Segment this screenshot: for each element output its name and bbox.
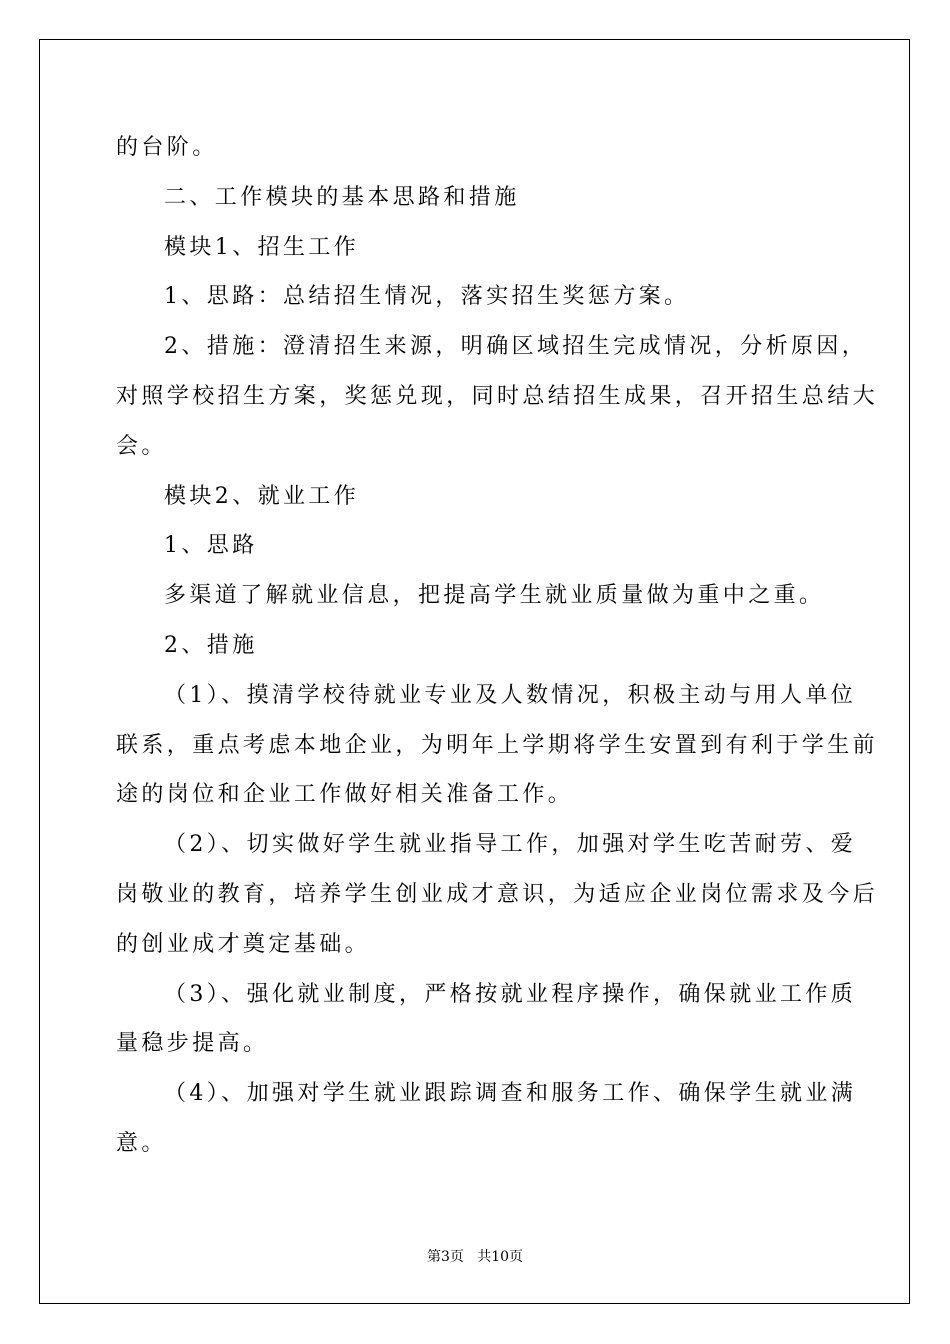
paragraph-line: （2）、切实做好学生就业指导工作，加强对学生吃苦耐劳、爱	[164, 832, 857, 858]
paragraph-line: 途的岗位和企业工作做好相关准备工作。	[116, 782, 574, 808]
paragraph-line: 二、工作模块的基本思路和措施	[164, 184, 520, 210]
paragraph-line: 联系，重点考虑本地企业，为明年上学期将学生安置到有利于学生前	[116, 732, 879, 758]
paragraph-line: 对照学校招生方案，奖惩兑现，同时总结招生成果，召开招生总结大	[116, 384, 879, 409]
paragraph-line: 的台阶。	[116, 135, 218, 160]
paragraph-line: 量稳步提高。	[116, 1031, 269, 1057]
paragraph-line: （1）、摸清学校待就业专业及人数情况，积极主动与用人单位	[164, 682, 857, 708]
paragraph-line: 模块2、就业工作	[164, 483, 360, 509]
paragraph-line: 会。	[116, 433, 167, 459]
page-footer	[0, 1247, 950, 1267]
paragraph-line: 1、思路：总结招生情况，落实招生奖惩方案。	[164, 284, 690, 310]
page-number: 第3页 共10页	[426, 1249, 524, 1265]
paragraph-line: 模块1、招生工作	[164, 234, 360, 260]
paragraph-line: 1、思路	[164, 533, 258, 559]
paragraph-line: 多渠道了解就业信息，把提高学生就业质量做为重中之重。	[164, 583, 825, 609]
paragraph-line: 2、措施	[164, 633, 258, 658]
paragraph-line: 意。	[116, 1131, 167, 1156]
paragraph-line: （3）、强化就业制度，严格按就业程序操作，确保就业工作质	[164, 981, 857, 1007]
paragraph-line: 的创业成才奠定基础。	[116, 931, 371, 957]
paragraph-line: 岗敬业的教育，培养学生创业成才意识，为适应企业岗位需求及今后	[116, 882, 879, 907]
paragraph-line: （4）、加强对学生就业跟踪调查和服务工作、确保学生就业满	[164, 1081, 857, 1107]
page-border	[39, 39, 910, 1304]
paragraph-line: 2、措施：澄清招生来源，明确区域招生完成情况，分析原因，	[164, 334, 868, 360]
